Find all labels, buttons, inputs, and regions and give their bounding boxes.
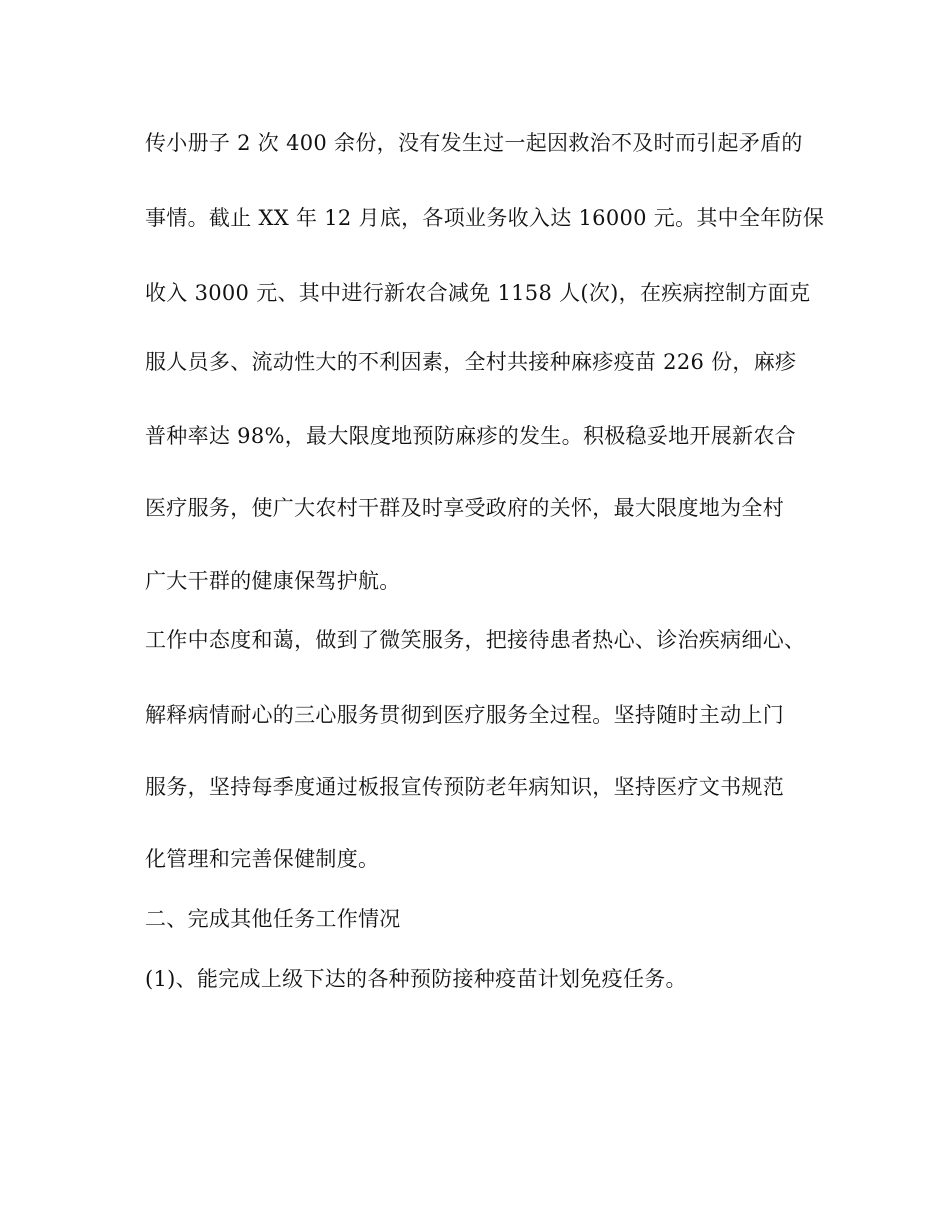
paragraph-line: 化管理和完善保健制度。 bbox=[145, 847, 380, 871]
list-item: (1)、能完成上级下达的各种预防接种疫苗计划免疫任务。 bbox=[145, 967, 687, 991]
paragraph-line: 服务，坚持每季度通过板报宣传预防老年病知识，坚持医疗文书规范 bbox=[145, 775, 784, 799]
paragraph-line: 传小册子 2 次 400 余份，没有发生过一起因救治不及时而引起矛盾的 bbox=[145, 131, 803, 155]
paragraph-line: 广大干群的健康保驾护航。 bbox=[145, 569, 401, 593]
paragraph-line: 医疗服务，使广大农村干群及时享受政府的关怀，最大限度地为全村 bbox=[145, 496, 784, 520]
section-heading: 二、完成其他任务工作情况 bbox=[145, 907, 401, 931]
paragraph-line: 普种率达 98%，最大限度地预防麻疹的发生。积极稳妥地开展新农合 bbox=[145, 424, 796, 448]
paragraph-line: 解释病情耐心的三心服务贯彻到医疗服务全过程。坚持随时主动上门 bbox=[145, 703, 784, 727]
paragraph-line: 服人员多、流动性大的不利因素，全村共接种麻疹疫苗 226 份，麻疹 bbox=[145, 350, 797, 374]
paragraph-line: 收入 3000 元、其中进行新农合减免 1158 人(次)，在疾病控制方面克 bbox=[145, 281, 811, 305]
paragraph-line: 工作中态度和蔼，做到了微笑服务，把接待患者热心、诊治疾病细心、 bbox=[145, 628, 806, 652]
paragraph-line: 事情。截止 XX 年 12 月底，各项业务收入达 16000 元。其中全年防保 bbox=[145, 206, 825, 230]
